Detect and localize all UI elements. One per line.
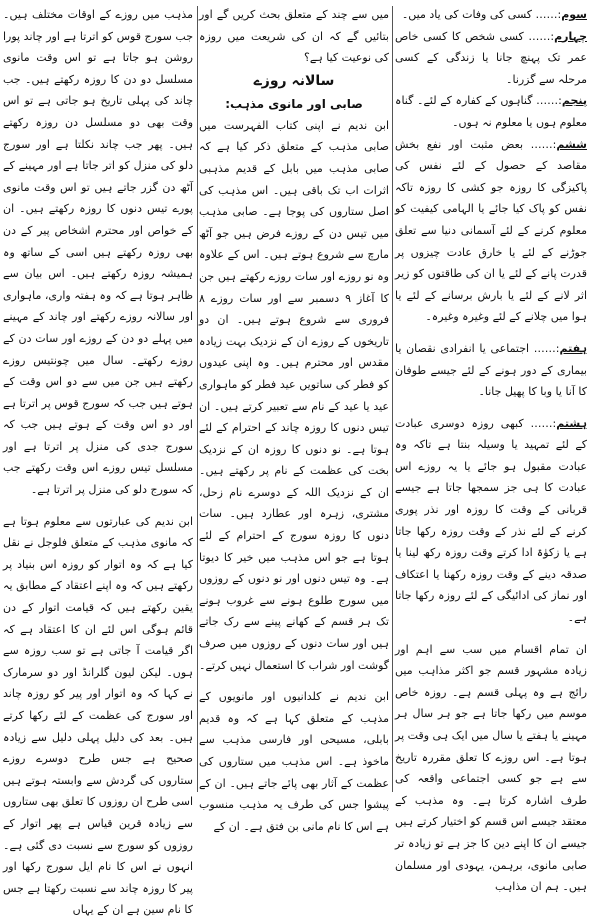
item-text: کسی کی وفات کی یاد میں۔	[401, 8, 532, 21]
item-text: بعض مثبت اور نفع بخش مقاصد کے حصول کے لئے نفس کی پاکیزگی کا روزہ جو کشی کا روزہ تاکہ نفس کو پاک کیا جائے یا الہامی کیفیت کو معلوم کرنے کے لئے آسمانی دنیا سے تعلق جوڑنے کے لئے یا خارق عادت چیزوں پر قدرت پانے کے لئے یا ان کی طاقتوں کو زیر اثر لانے کے لئے یا بارش برسانے کے لئے یا ہوا میں چلانے کے لئے وغیرہ وغیرہ۔	[395, 137, 587, 324]
item-text: گناہوں کے کفارہ کے لئے۔	[417, 94, 533, 108]
intro-paragraph: میں سے چند کے متعلق بحث کریں گے اور بتائیں گے کہ ان کی شریعت میں روزہ کی نوعیت کیا ہے؟	[199, 8, 389, 65]
item-text: کسی شخص کا کسی خاص عمر تک پہنچ جانا یا زندگی کے کسی مرحلہ سے گزرنا۔	[395, 29, 587, 86]
item-term: پنجم	[561, 94, 588, 108]
item-text-continued: گناہ معلوم ہوں یا معلوم نہ ہوں۔	[395, 94, 587, 129]
closing-paragraph: ان تمام اقسام میں سب سے اہم اور زیادہ مشہور قسم جو اکثر مذاہب میں رائج ہے وہ پہلی قسم ہے۔ روزہ خاص موسم میں رکھا جاتا ہے جو ہر سال ہر مہینے یا ہفتے یا سال میں ایک ہی وقت پر ہوتا ہے۔ اس روزے کا تعلق مقررہ تاریخ سے ہے جو کسی اجتماعی واقعہ کی طرف اشارہ کرتا ہے۔ وہ مذہب کے معتقد جیسے اس قسم کو اختیار کرتے ہیں جیسے ان کا اپنے دین کا جز ہے تو زیادہ تر صابی مانوی، برہمن، یہودی اور مسلمان ہیں۔ ہم ان مذاہب	[395, 642, 587, 894]
item-term: ششم	[556, 137, 587, 151]
body-paragraph: ابن ندیم نے کلدانیوں اور مانویوں کے مذہب کے متعلق کہا ہے کہ وہ قدیم بابلی، مسیحی اور فارسی مذہب سے ماخوذ ہے۔ اس مذہب میں ستاروں کی عظمت کے آثار بھی پائے جاتے ہیں۔ ان کے پیشوا جس کی طرف یہ مذہب منسوب ہے اس کا نام مانی بن فتق ہے۔ ان کے	[199, 690, 389, 833]
list-item-8: ہشتم:…… کبھی روزہ دوسری عبادت کے لئے تمہید یا وسیلہ بنتا ہے تاکہ وہ عبادت مقبول ہو جائے یا یہ روزے اس عبادت کا ہی جز سمجھا جاتا ہے جیسے قربانی کے وقت کا روزہ اور نذر پوری کرنے کے لئے نذر کے وقت روزہ رکھا جاتا ہے یا زکوٰۃ ادا کرتے وقت روزہ رکھ لینا یا صدقہ دینے کے وقت روزہ رکھنا یا اعتکاف اور نماز کی ادائیگی کے لئے روزہ رکھا جاتا ہے۔	[395, 416, 587, 625]
section-subheading: صابی اور مانوی مذہب:	[225, 96, 363, 111]
item-text: اجتماعی یا انفرادی نقصان یا بیماری کے دور ہونے کے لئے جیسے طوفان کا آنا یا وبا کا پھیل جانا۔	[395, 341, 587, 399]
section-heading: سالانہ روزے	[253, 72, 335, 89]
left-column	[0, 4, 196, 917]
body-paragraph: ابن ندیم کی عبارتوں سے معلوم ہوتا ہے کہ مانوی مذہب کے متعلق فلوجل نے نقل کیا ہے کہ وہ اتوار کو روزہ اس بنیاد پر رکھتے ہیں کہ وہ اپنے اعتقاد کے مطابق یہ یقین رکھتے ہیں کہ قیامت اتوار کے دن قائم ہوگی اس لئے ان کا اعتقاد ہے کہ اگر قیامت آ جاتی ہے تو سب روزہ سے ہوں۔ لیکن لیون گلرانڈ اور دو سرمارک نے کہا کہ وہ اتوار اور پیر کو روزہ چاند اور سورج کی عظمت کے لئے رکھا کرتے ہیں۔ بعد کی دلیل پہلی دلیل سے زیادہ صحیح ہے جس طرح دوسرے روزے ستاروں کی گردش سے وابستہ ہوتے ہیں اسی طرح ان روزوں کا تعلق بھی ستاروں سے زیادہ قرین قیاس ہے پھر اتوار کے روزوں کو سورج سے نسبت دی گئی ہے۔ انہوں نے اس کا نام ایل سورج رکھا اور پیر کا روزہ چاند سے نسبت رکھتا ہے جس کا نام سین ہے ان کے یہاں	[3, 514, 193, 917]
middle-column	[196, 4, 392, 833]
right-column	[392, 4, 590, 894]
item-term: ہشتم	[556, 416, 587, 430]
item-term: چہارم	[554, 29, 587, 43]
list-item-6: ششم:…… بعض مثبت اور نفع بخش مقاصد کے حصول کے لئے نفس کی پاکیزگی کا روزہ جو کشی کا روزہ تاکہ نفس کو پاک کیا جائے یا الہامی کیفیت کو معلوم کرنے کے لئے آسمانی دنیا سے تعلق جوڑنے کے لئے یا خارق عادت چیزوں پر قدرت پانے کے لئے یا ان کی طاقتوں کو زیر اثر لانے کے لئے یا بارش برسانے کے لئے یا ہوا میں چلانے کے لئے وغیرہ وغیرہ۔	[395, 137, 587, 324]
list-item-7: ہفتم:…… اجتماعی یا انفرادی نقصان یا بیماری کے دور ہونے کے لئے جیسے طوفان کا آنا یا وبا کا پھیل جانا۔	[395, 341, 587, 399]
body-paragraph: مذہب میں روزے کے اوقات مختلف ہیں۔ جب سورج قوس کو اترتا ہے اور چاند پورا روشن ہو جاتا ہے تو اس وقت مانوی مسلسل دو دن کا روزہ رکھتے ہیں۔ جب چاند کی پہلی تاریخ ہو جاتی ہے تو اس وقت بھی دو مسلسل دن روزہ رکھتے ہیں۔ پھر جب چاند نکلتا ہے اور سورج دلو کی منزل کو اتر جاتا ہے اور مہینے کے آٹھ دن گزر جاتے ہیں تو اس وقت مانوی پورے تیس دنوں کا روزہ رکھتے ہیں۔ ان کے خواص اور محترم اشخاص پیر کے دن بھی روزہ رکھتے ہیں اسی کے ساتھ وہ ہمیشہ روزہ رکھتے ہیں۔ اس بیان سے ظاہر ہوتا ہے کہ وہ ہفتہ واری، ماہواری اور سالانہ روزے رکھتے اور چاند کے مہینے میں پہلے دو دن کے روزے اور سات دن کے روزے رکھتے۔ سال میں چونتیس روزے رکھتے ہیں جن میں سے دو اس وقت کے ہوتے ہیں جب کہ سورج قوس پر اترتا ہے اور دو اس وقت کے ہوتے ہیں جب کہ سورج جدی کی منزل پر اترتا ہے اور مسلسل تیس روزے اس وقت رکھتے جب کہ سورج دلو کی منزل پر اترتا ہے۔	[3, 8, 193, 497]
list-item-5: پنجم:…… گناہوں کے کفارہ کے لئے۔ گناہ معلوم ہوں یا معلوم نہ ہوں۔	[395, 94, 588, 129]
item-text: کبھی روزہ دوسری عبادت کے لئے تمہید یا وسیلہ بنتا ہے تاکہ وہ عبادت مقبول ہو جائے یا یہ روزے اس عبادت کا ہی جز سمجھا جاتا ہے جیسے قربانی کے وقت کا روزہ اور نذر پوری کرنے کے لئے نذر کے وقت روزہ رکھا جاتا ہے یا زکوٰۃ ادا کرتے وقت روزہ رکھ لینا یا صدقہ دینے کے وقت روزہ رکھنا یا اعتکاف اور نماز کی ادائیگی کے لئے روزہ رکھا جاتا ہے۔	[395, 416, 587, 625]
list-item-3: سوم:…… کسی کی وفات کی یاد میں۔	[401, 8, 587, 21]
list-item-4: چہارم:…… کسی شخص کا کسی خاص عمر تک پہنچ جانا یا زندگی کے کسی مرحلہ سے گزرنا۔	[395, 29, 587, 86]
item-term: ہفتم	[559, 341, 587, 355]
body-paragraph: ابن ندیم نے اپنی کتاب الفہرست میں صابی مذہب کے متعلق ذکر کیا ہے کہ صابی مذہب میں بابل کے قدیم مذہبی اثرات اب تک باقی ہیں۔ اس مذہب کی اصل ستاروں کی پوجا ہے۔ صابی مذہب میں تیس دن کے روزے فرض ہیں جو آٹھ مارچ سے شروع ہوتے ہیں۔ اس کے علاوہ وہ نو روزے اور سات روزے رکھتے ہیں جن کا آغاز ۹ دسمبر سے اور سات روزے ۸ فروری سے شروع ہوتے ہیں۔ ان دو تاریخوں کے روزے ان کے نزدیک بہت زیادہ مقدس اور محترم ہیں۔ وہ اپنی عیدوں کو فطر کی ساتویں عید فطر کو ماہواری عید یا عید کے نام سے تعبیر کرتے ہیں۔ ان تیس دنوں کا روزہ چاند کے احترام کے لئے ہوتا ہے۔ نو دنوں کا روزہ ان کے نزدیک بخت کی عظمت کے نام پر رکھتے ہیں۔ ان کے نزدیک اللہ کے دوسرے نام زحل، مشتری، زہرہ اور عطارد ہیں۔ سات دنوں کا روزہ سورج کے احترام کے لئے ہوتا ہے جو اس مذہب میں خیر کا دیوتا ہے۔ وہ تیس دنوں اور نو دنوں کے روزوں میں سورج طلوع ہونے سے غروب ہونے تک ہر قسم کے کھانے پینے سے رک جاتے ہیں اور سات دنوں کے روزوں میں صرف گوشت اور شراب کا استعمال نہیں کرتے۔	[199, 118, 389, 672]
item-term: سوم	[561, 8, 587, 21]
